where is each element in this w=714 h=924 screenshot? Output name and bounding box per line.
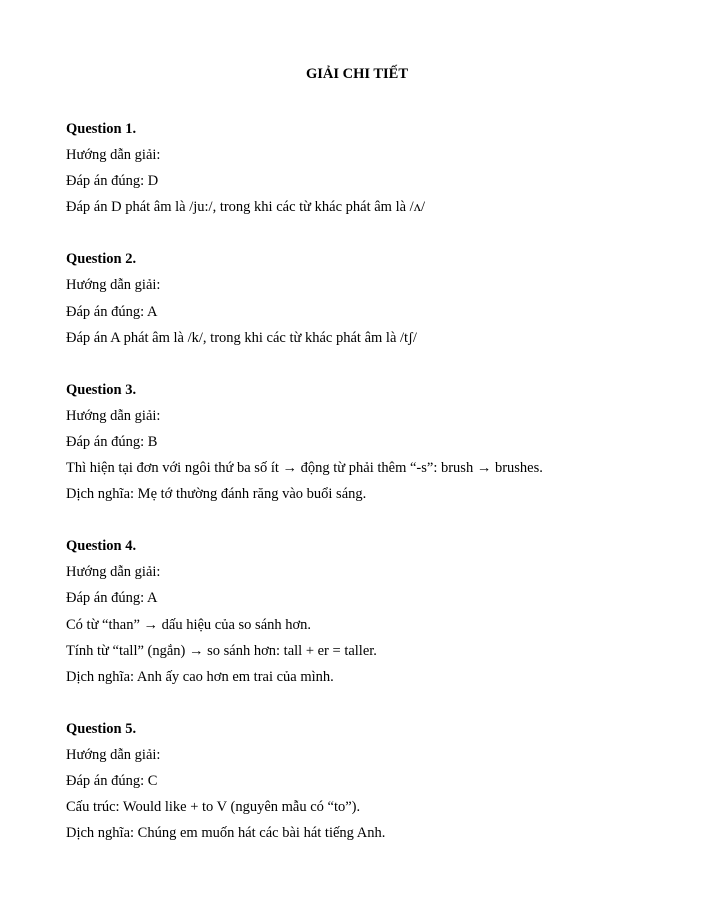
explanation-line: Đáp án A phát âm là /k/, trong khi các từ khác phát âm là /tʃ/ [66,329,417,346]
question-heading: Question 1. [66,121,137,137]
correct-answer: Đáp án đúng: B [66,433,158,450]
explanation-line: Cấu trúc: Would like + to V (nguyên mẫu có “to”). [66,799,361,816]
correct-answer: Đáp án đúng: D [66,173,159,190]
question-2 [66,246,666,350]
guide-label: Hướng dẫn giải: [66,147,161,164]
explanation-line: Thì hiện tại đơn với ngôi thứ ba số ít → động từ phải thêm “-s”: brush → brushes. [66,460,543,477]
guide-label: Hướng dẫn giải: [66,564,161,581]
explanation-line: Tính từ “tall” (ngắn) → so sánh hơn: tall + er = taller. [66,642,377,659]
question-1 [66,116,666,220]
question-heading: Question 3. [66,381,137,398]
guide-label: Hướng dẫn giải: [66,277,161,294]
question-heading: Question 5. [66,720,137,737]
explanation-line: Có từ “than” → dấu hiệu của so sánh hơn. [66,616,312,633]
question-list [66,116,666,872]
translation-line: Dịch nghĩa: Mẹ tớ thường đánh răng vào buổi sáng. [66,486,367,503]
correct-answer: Đáp án đúng: C [66,772,158,789]
question-4 [66,533,666,690]
correct-answer: Đáp án đúng: A [66,590,158,607]
explanation-line: Đáp án D phát âm là /ju:/, trong khi các từ khác phát âm là /ʌ/ [66,199,425,216]
question-heading: Question 4. [66,538,137,555]
document-title: GIẢI CHI TIẾT [305,66,409,82]
guide-label: Hướng dẫn giải: [66,407,161,424]
question-heading: Question 2. [66,251,137,268]
question-5 [66,716,666,846]
translation-line: Dịch nghĩa: Anh ấy cao hơn em trai của mình. [66,668,334,685]
translation-line: Dịch nghĩa: Chúng em muốn hát các bài hát tiếng Anh. [66,825,386,842]
correct-answer: Đáp án đúng: A [66,303,158,320]
question-3 [66,377,666,507]
guide-label: Hướng dẫn giải: [66,746,161,763]
